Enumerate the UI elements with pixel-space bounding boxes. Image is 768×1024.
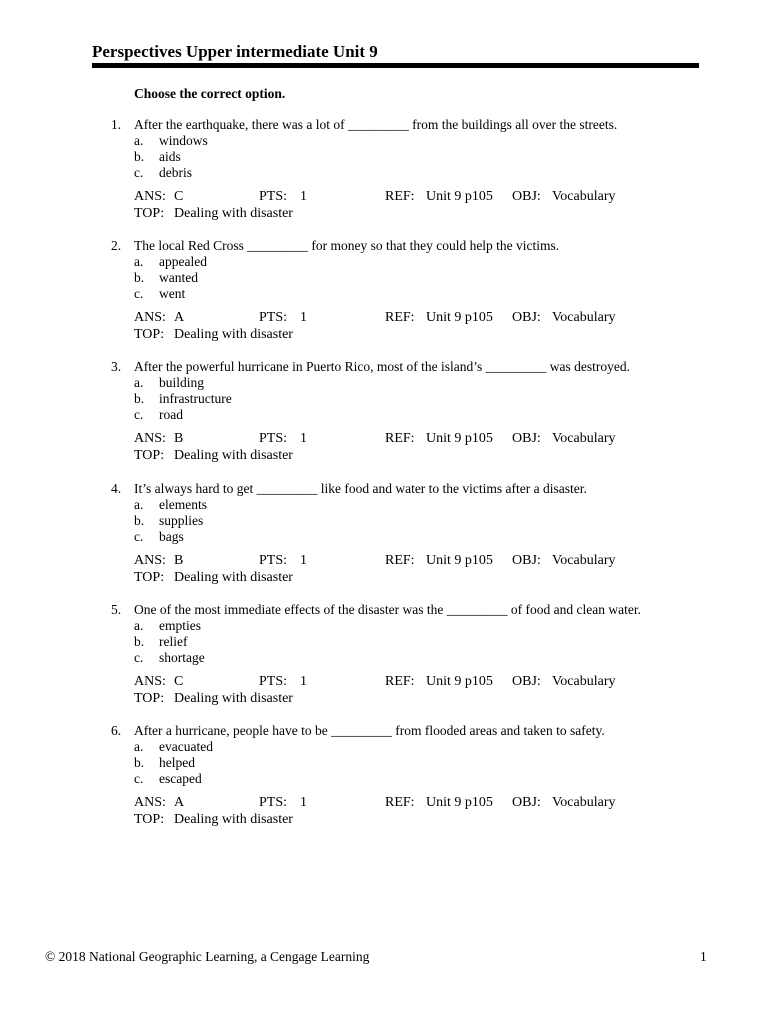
- option-letter: a.: [134, 739, 144, 754]
- question-text: After the earthquake, there was a lot of _________ from the buildings all over the streets.: [134, 117, 618, 132]
- instruction-text: Choose the correct option.: [134, 86, 286, 101]
- header-rule: [92, 63, 699, 68]
- question-text: After the powerful hurricane in Puerto Rico, most of the island’s _________ was destroyed.: [134, 359, 631, 375]
- option-text: helped: [159, 755, 195, 770]
- option-text: road: [159, 407, 183, 423]
- ans-label: ANS:: [134, 795, 166, 810]
- pts-label: PTS:: [259, 310, 288, 326]
- pts-value: 1: [300, 310, 307, 326]
- option-text: windows: [159, 133, 208, 148]
- top-value: Dealing with disaster: [174, 448, 293, 464]
- option-letter: c.: [134, 528, 144, 544]
- ref-label: REF:: [385, 431, 415, 447]
- ans-value: A: [174, 310, 185, 326]
- question-number: 1.: [111, 117, 122, 132]
- ref-label: REF:: [385, 673, 415, 689]
- ans-label: ANS:: [134, 673, 166, 689]
- obj-value: Vocabulary: [552, 189, 616, 204]
- top-label: TOP:: [134, 327, 165, 343]
- obj-label: OBJ:: [512, 673, 541, 689]
- option-text: aids: [159, 149, 181, 164]
- ans-label: ANS:: [134, 310, 166, 326]
- option-letter: b.: [134, 149, 145, 164]
- option-letter: a.: [134, 133, 144, 148]
- ref-label: REF:: [385, 189, 415, 204]
- obj-label: OBJ:: [512, 795, 541, 810]
- question-text: It’s always hard to get _________ like food and water to the victims after a disaster.: [134, 480, 587, 496]
- obj-label: OBJ:: [512, 189, 541, 204]
- obj-value: Vocabulary: [552, 795, 616, 810]
- pts-value: 1: [300, 431, 307, 447]
- top-label: TOP:: [134, 206, 165, 221]
- top-value: Dealing with disaster: [174, 690, 293, 706]
- option-letter: c.: [134, 165, 144, 180]
- top-label: TOP:: [134, 812, 165, 827]
- option-text: relief: [159, 633, 188, 649]
- question-number: 3.: [111, 359, 122, 375]
- ref-label: REF:: [385, 552, 415, 568]
- obj-label: OBJ:: [512, 310, 541, 326]
- option-letter: c.: [134, 407, 144, 423]
- top-value: Dealing with disaster: [174, 327, 293, 343]
- option-text: wanted: [159, 270, 198, 286]
- question-number: 2.: [111, 238, 122, 254]
- option-text: empties: [159, 617, 201, 633]
- question-text: The local Red Cross _________ for money so that they could help the victims.: [134, 238, 560, 254]
- obj-label: OBJ:: [512, 431, 541, 447]
- ans-value: B: [174, 552, 184, 568]
- option-text: infrastructure: [159, 391, 232, 407]
- question-text: After a hurricane, people have to be _________ from flooded areas and taken to safety.: [134, 723, 605, 738]
- obj-value: Vocabulary: [552, 673, 616, 689]
- option-text: bags: [159, 528, 184, 544]
- option-text: evacuated: [159, 739, 213, 754]
- option-letter: b.: [134, 391, 145, 407]
- ref-label: REF:: [385, 310, 415, 326]
- ref-value: Unit 9 p105: [426, 795, 493, 810]
- option-text: elements: [159, 496, 207, 512]
- question-number: 6.: [111, 723, 122, 738]
- footer-copyright: © 2018 National Geographic Learning, a Cengage Learning: [45, 949, 370, 964]
- top-value: Dealing with disaster: [174, 812, 293, 827]
- option-text: supplies: [159, 512, 204, 528]
- option-letter: b.: [134, 270, 145, 286]
- ref-value: Unit 9 p105: [426, 552, 493, 568]
- ans-value: C: [174, 673, 184, 689]
- obj-value: Vocabulary: [552, 431, 616, 447]
- ans-label: ANS:: [134, 189, 166, 204]
- option-text: appealed: [159, 254, 207, 270]
- ref-label: REF:: [385, 795, 415, 810]
- pts-value: 1: [300, 552, 307, 568]
- pts-label: PTS:: [259, 552, 288, 568]
- option-letter: c.: [134, 286, 144, 302]
- ref-value: Unit 9 p105: [426, 310, 493, 326]
- option-text: shortage: [159, 649, 205, 665]
- obj-value: Vocabulary: [552, 552, 616, 568]
- pts-label: PTS:: [259, 431, 288, 447]
- option-letter: a.: [134, 496, 144, 512]
- top-label: TOP:: [134, 569, 165, 585]
- option-letter: a.: [134, 617, 144, 633]
- option-letter: a.: [134, 254, 144, 270]
- top-label: TOP:: [134, 690, 165, 706]
- pts-value: 1: [300, 795, 307, 810]
- ans-value: A: [174, 795, 185, 810]
- ans-value: C: [174, 189, 184, 204]
- option-text: escaped: [159, 771, 202, 786]
- ref-value: Unit 9 p105: [426, 673, 493, 689]
- obj-value: Vocabulary: [552, 310, 616, 326]
- ref-value: Unit 9 p105: [426, 431, 493, 447]
- option-text: building: [159, 375, 205, 391]
- ref-value: Unit 9 p105: [426, 189, 493, 204]
- pts-label: PTS:: [259, 189, 288, 204]
- option-letter: b.: [134, 755, 145, 770]
- option-letter: a.: [134, 375, 144, 391]
- question-number: 4.: [111, 480, 122, 496]
- top-value: Dealing with disaster: [174, 206, 293, 221]
- option-letter: b.: [134, 512, 145, 528]
- option-letter: c.: [134, 649, 144, 665]
- option-text: debris: [159, 165, 192, 180]
- top-label: TOP:: [134, 448, 165, 464]
- pts-value: 1: [300, 673, 307, 689]
- pts-label: PTS:: [259, 795, 288, 810]
- pts-label: PTS:: [259, 673, 288, 689]
- ans-label: ANS:: [134, 552, 166, 568]
- option-text: went: [159, 286, 186, 302]
- top-value: Dealing with disaster: [174, 569, 293, 585]
- page-header-title: Perspectives Upper intermediate Unit 9: [92, 42, 378, 61]
- question-number: 5.: [111, 601, 122, 617]
- option-letter: b.: [134, 633, 145, 649]
- question-text: One of the most immediate effects of the disaster was the _________ of food and clean water.: [134, 601, 641, 617]
- ans-value: B: [174, 431, 184, 447]
- ans-label: ANS:: [134, 431, 166, 447]
- option-letter: c.: [134, 771, 144, 786]
- footer-page-number: 1: [700, 949, 707, 964]
- obj-label: OBJ:: [512, 552, 541, 568]
- pts-value: 1: [300, 189, 307, 204]
